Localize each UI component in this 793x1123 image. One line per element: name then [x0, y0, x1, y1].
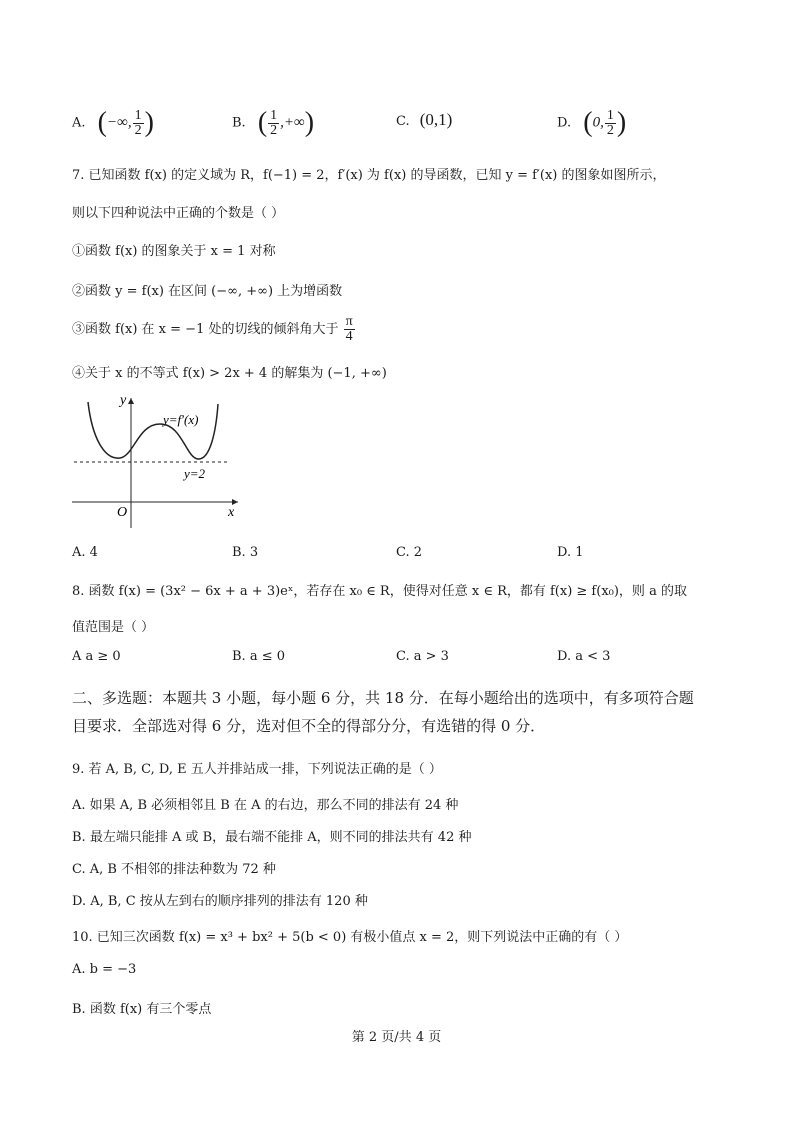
q9-option-b: B. 最左端只能排 A 或 B，最右端不能排 A，则不同的排法共有 42 种 [72, 830, 472, 845]
q7-statement-3 [72, 315, 356, 344]
q8-option-d: D. a < 3 [557, 649, 611, 664]
q8-stem-line2: 值范围是（ ） [72, 620, 155, 635]
q8-option-a: A a ≥ 0 [72, 649, 121, 664]
q7-derivative-graph [68, 392, 248, 532]
line-label: y=2 [184, 466, 206, 481]
q10-option-a: A. b = −3 [72, 962, 137, 977]
q9-stem: 9. 若 A, B, C, D, E 五人并排站成一排，下列说法正确的是（ ） [72, 762, 442, 777]
q8-stem-line1: 8. 函数 f(x) = (3x² − 6x + a + 3)eˣ，若存在 x₀ ∈ R，使得对任意 x ∈ R，都有 f(x) ≥ f(x₀)，则 a 的取 [72, 584, 687, 599]
q7-stem-line2: 则以下四种说法中正确的个数是（ ） [72, 206, 285, 221]
q6-option-a-label: A. [72, 115, 86, 131]
q6-option-a: A. (−∞, $\frac{1}{2}$ ) [72, 107, 154, 138]
q7-stem-line1: 7. 已知函数 f(x) 的定义域为 R，f(−1) = 2，f′(x) 为 f(x) 的导函数，已知 y = f′(x) 的图象如图所示， [72, 168, 666, 183]
q7-statement-3-text: ③函数 f(x) 在 x = −1 处的切线的倾斜角大于 [72, 322, 339, 337]
q7-option-c: C. 2 [396, 545, 423, 560]
origin-label: O [117, 505, 128, 520]
q6-option-c-label: C. [396, 114, 410, 129]
q7-statement-1: ①函数 f(x) 的图象关于 x = 1 对称 [72, 244, 276, 259]
q6-option-b-label: B. [232, 115, 246, 131]
q8-option-b: B. a ≤ 0 [232, 649, 285, 664]
q7-option-d: D. 1 [557, 545, 584, 560]
section2-heading [72, 684, 732, 740]
q6-option-b: B. ( $\frac{1}{2}$ ,+∞) [232, 107, 315, 138]
q7-statement-2: ②函数 y = f(x) 在区间 (−∞, +∞) 上为增函数 [72, 284, 343, 299]
q6-option-c-expr: (0,1) [419, 110, 453, 129]
q7-pi-over-4 [344, 315, 355, 344]
curve-label: y=f′(x) [163, 412, 199, 427]
q6-option-d-label: D. [557, 115, 572, 131]
q9-option-c: C. A, B 不相邻的排法种数为 72 种 [72, 862, 276, 877]
q6-option-c [396, 110, 452, 130]
q9-option-d: D. A, B, C 按从左到右的顺序排列的排法有 120 种 [72, 894, 368, 909]
derivative-curve [88, 402, 218, 459]
q8-option-c: C. a > 3 [396, 649, 449, 664]
q7-option-b: B. 3 [232, 545, 259, 560]
y-axis-label: y [120, 393, 127, 408]
q7-four: 4 [345, 329, 353, 344]
q6-option-d: D. (0, $\frac{1}{2}$ ) [557, 107, 627, 138]
q9-option-a: A. 如果 A, B 必须相邻且 B 在 A 的右边，那么不同的排法有 24 种 [72, 798, 459, 813]
q10-stem: 10. 已知三次函数 f(x) = x³ + bx² + 5(b < 0) 有极小值点 x = 2，则下列说法中正确的有（ ） [72, 930, 628, 945]
q10-option-b: B. 函数 f(x) 有三个零点 [72, 1002, 212, 1017]
section2-line1: 二、多选题：本题共 3 小题，每小题 6 分，共 18 分．在每小题给出的选项中，有多项符合题 [72, 689, 694, 707]
q7-pi: π [345, 314, 353, 329]
q7-option-a: A. 4 [72, 545, 98, 560]
q7-statement-4: ④关于 x 的不等式 f(x) > 2x + 4 的解集为 (−1, +∞) [72, 366, 387, 381]
x-axis-label: x [228, 505, 235, 520]
section2-line2: 目要求．全部选对得 6 分，选对但不全的得部分分，有选错的得 0 分． [72, 717, 546, 735]
page-footer: 第 2 页/共 4 页 [351, 1030, 442, 1045]
